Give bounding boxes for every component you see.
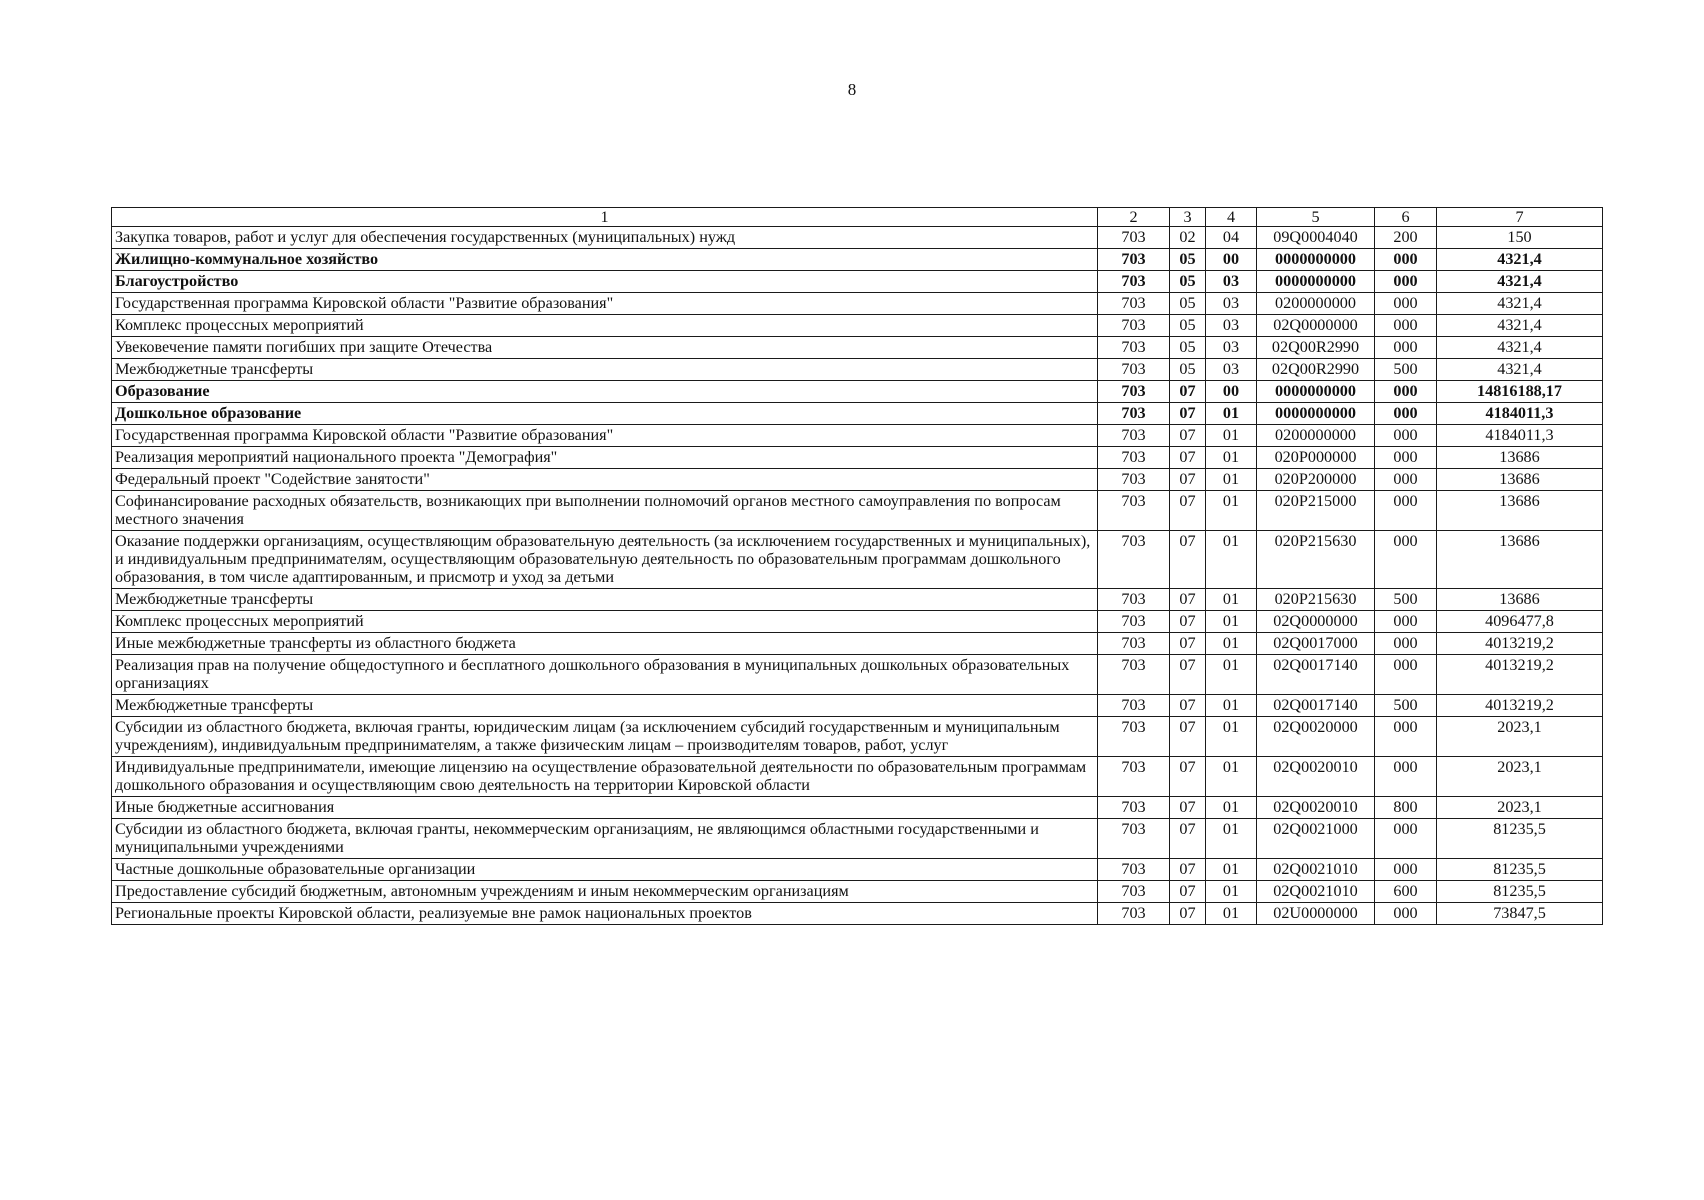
table-row [112,381,1603,403]
row-subsection-cell: 01 [1206,447,1257,469]
row-name-cell: Межбюджетные трансферты [112,359,1098,381]
row-target-article-cell: 020P000000 [1257,447,1375,469]
row-grbs-cell: 703 [1098,359,1170,381]
budget-table [111,207,1603,925]
row-amount-cell: 13686 [1437,447,1603,469]
row-amount-cell: 4321,4 [1437,359,1603,381]
row-target-article-cell: 02Q0020010 [1257,797,1375,819]
row-subsection-cell: 01 [1206,531,1257,589]
row-target-article-cell: 020P215000 [1257,491,1375,531]
row-amount-cell: 4321,4 [1437,337,1603,359]
row-target-article-cell: 02Q0017140 [1257,655,1375,695]
row-amount-cell: 13686 [1437,589,1603,611]
row-section-cell: 07 [1170,717,1206,757]
row-expense-type-cell: 000 [1375,611,1437,633]
row-expense-type-cell: 000 [1375,381,1437,403]
row-expense-type-cell: 000 [1375,531,1437,589]
row-grbs-cell: 703 [1098,447,1170,469]
table-row [112,717,1603,757]
row-amount-cell: 4321,4 [1437,249,1603,271]
row-subsection-cell: 03 [1206,337,1257,359]
row-amount-cell: 4321,4 [1437,315,1603,337]
row-section-cell: 07 [1170,381,1206,403]
row-target-article-cell: 0200000000 [1257,293,1375,315]
table-row [112,491,1603,531]
row-grbs-cell: 703 [1098,425,1170,447]
row-grbs-cell: 703 [1098,695,1170,717]
row-subsection-cell: 01 [1206,859,1257,881]
row-section-cell: 07 [1170,757,1206,797]
column-number-1: 1 [112,208,1098,227]
row-subsection-cell: 01 [1206,403,1257,425]
row-name-cell: Частные дошкольные образовательные организации [112,859,1098,881]
row-section-cell: 05 [1170,337,1206,359]
row-name-cell: Реализация прав на получение общедоступного и бесплатного дошкольного образования в муниципальных дошкольных образовательных организациях [112,655,1098,695]
table-row [112,695,1603,717]
row-name-cell: Субсидии из областного бюджета, включая гранты, юридическим лицам (за исключением субсидий государственным и муниципальным учреждениям), индивидуальным предпринимателям, а также физическим лицам – производителям товаров, работ, услуг [112,717,1098,757]
column-number-3: 3 [1170,208,1206,227]
row-section-cell: 05 [1170,293,1206,315]
row-name-cell: Региональные проекты Кировской области, реализуемые вне рамок национальных проектов [112,903,1098,925]
row-target-article-cell: 020P215630 [1257,589,1375,611]
budget-table-container [111,207,1602,925]
row-grbs-cell: 703 [1098,611,1170,633]
row-target-article-cell: 02Q0017140 [1257,695,1375,717]
table-row [112,403,1603,425]
table-row [112,757,1603,797]
table-row [112,227,1603,249]
row-subsection-cell: 01 [1206,695,1257,717]
row-target-article-cell: 02U0000000 [1257,903,1375,925]
row-section-cell: 07 [1170,589,1206,611]
row-grbs-cell: 703 [1098,757,1170,797]
row-grbs-cell: 703 [1098,797,1170,819]
row-name-cell: Жилищно-коммунальное хозяйство [112,249,1098,271]
row-grbs-cell: 703 [1098,903,1170,925]
row-section-cell: 07 [1170,797,1206,819]
row-target-article-cell: 02Q0017000 [1257,633,1375,655]
row-grbs-cell: 703 [1098,717,1170,757]
row-subsection-cell: 04 [1206,227,1257,249]
row-subsection-cell: 01 [1206,797,1257,819]
row-subsection-cell: 03 [1206,271,1257,293]
row-target-article-cell: 02Q0021000 [1257,819,1375,859]
row-expense-type-cell: 000 [1375,469,1437,491]
column-number-6: 6 [1375,208,1437,227]
table-row [112,271,1603,293]
row-expense-type-cell: 000 [1375,293,1437,315]
column-number-2: 2 [1098,208,1170,227]
row-target-article-cell: 0000000000 [1257,249,1375,271]
column-number-7: 7 [1437,208,1603,227]
row-target-article-cell: 0000000000 [1257,403,1375,425]
row-section-cell: 07 [1170,881,1206,903]
row-name-cell: Предоставление субсидий бюджетным, автономным учреждениям и иным некоммерческим организациям [112,881,1098,903]
row-amount-cell: 13686 [1437,531,1603,589]
row-name-cell: Комплекс процессных мероприятий [112,315,1098,337]
row-section-cell: 05 [1170,271,1206,293]
row-grbs-cell: 703 [1098,337,1170,359]
row-target-article-cell: 0000000000 [1257,271,1375,293]
row-expense-type-cell: 000 [1375,717,1437,757]
row-target-article-cell: 02Q0000000 [1257,315,1375,337]
row-subsection-cell: 03 [1206,359,1257,381]
row-target-article-cell: 02Q0020000 [1257,717,1375,757]
table-row [112,293,1603,315]
row-expense-type-cell: 500 [1375,589,1437,611]
row-subsection-cell: 01 [1206,655,1257,695]
row-section-cell: 07 [1170,655,1206,695]
row-name-cell: Образование [112,381,1098,403]
row-expense-type-cell: 200 [1375,227,1437,249]
row-amount-cell: 4013219,2 [1437,695,1603,717]
table-row [112,859,1603,881]
row-expense-type-cell: 000 [1375,491,1437,531]
row-grbs-cell: 703 [1098,293,1170,315]
row-amount-cell: 4013219,2 [1437,633,1603,655]
row-section-cell: 05 [1170,359,1206,381]
row-grbs-cell: 703 [1098,859,1170,881]
table-row [112,819,1603,859]
row-subsection-cell: 03 [1206,293,1257,315]
row-grbs-cell: 703 [1098,315,1170,337]
row-subsection-cell: 01 [1206,757,1257,797]
row-name-cell: Государственная программа Кировской области "Развитие образования" [112,293,1098,315]
table-row [112,655,1603,695]
row-section-cell: 07 [1170,633,1206,655]
row-grbs-cell: 703 [1098,227,1170,249]
row-target-article-cell: 02Q0020010 [1257,757,1375,797]
row-expense-type-cell: 000 [1375,249,1437,271]
row-expense-type-cell: 000 [1375,271,1437,293]
table-row [112,633,1603,655]
row-target-article-cell: 02Q0000000 [1257,611,1375,633]
row-section-cell: 05 [1170,249,1206,271]
table-row [112,447,1603,469]
row-subsection-cell: 01 [1206,589,1257,611]
row-amount-cell: 81235,5 [1437,881,1603,903]
row-name-cell: Субсидии из областного бюджета, включая гранты, некоммерческим организациям, не являющимся областными государственными и муниципальными учреждениями [112,819,1098,859]
row-amount-cell: 81235,5 [1437,859,1603,881]
row-expense-type-cell: 800 [1375,797,1437,819]
row-amount-cell: 81235,5 [1437,819,1603,859]
table-row [112,359,1603,381]
row-name-cell: Государственная программа Кировской области "Развитие образования" [112,425,1098,447]
row-amount-cell: 150 [1437,227,1603,249]
row-amount-cell: 4321,4 [1437,293,1603,315]
table-row [112,315,1603,337]
row-subsection-cell: 01 [1206,819,1257,859]
row-amount-cell: 4321,4 [1437,271,1603,293]
row-expense-type-cell: 000 [1375,315,1437,337]
row-expense-type-cell: 000 [1375,819,1437,859]
row-name-cell: Иные бюджетные ассигнования [112,797,1098,819]
column-number-5: 5 [1257,208,1375,227]
row-section-cell: 02 [1170,227,1206,249]
row-name-cell: Увековечение памяти погибших при защите Отечества [112,337,1098,359]
table-row [112,881,1603,903]
table-row [112,249,1603,271]
row-amount-cell: 14816188,17 [1437,381,1603,403]
row-subsection-cell: 01 [1206,903,1257,925]
row-target-article-cell: 0000000000 [1257,381,1375,403]
row-section-cell: 07 [1170,695,1206,717]
table-row [112,611,1603,633]
row-grbs-cell: 703 [1098,881,1170,903]
table-row [112,425,1603,447]
row-subsection-cell: 01 [1206,425,1257,447]
table-row [112,903,1603,925]
row-subsection-cell: 00 [1206,249,1257,271]
row-amount-cell: 13686 [1437,469,1603,491]
row-grbs-cell: 703 [1098,819,1170,859]
row-name-cell: Софинансирование расходных обязательств, возникающих при выполнении полномочий органов местного самоуправления по вопросам местного значения [112,491,1098,531]
row-name-cell: Федеральный проект "Содействие занятости" [112,469,1098,491]
row-grbs-cell: 703 [1098,491,1170,531]
row-target-article-cell: 02Q00R2990 [1257,337,1375,359]
row-amount-cell: 2023,1 [1437,717,1603,757]
row-amount-cell: 4184011,3 [1437,403,1603,425]
column-number-4: 4 [1206,208,1257,227]
row-grbs-cell: 703 [1098,531,1170,589]
row-subsection-cell: 01 [1206,611,1257,633]
row-amount-cell: 4184011,3 [1437,425,1603,447]
row-amount-cell: 4013219,2 [1437,655,1603,695]
table-row [112,469,1603,491]
row-expense-type-cell: 000 [1375,403,1437,425]
row-target-article-cell: 02Q0021010 [1257,859,1375,881]
row-subsection-cell: 01 [1206,491,1257,531]
row-target-article-cell: 020P215630 [1257,531,1375,589]
row-name-cell: Закупка товаров, работ и услуг для обеспечения государственных (муниципальных) нужд [112,227,1098,249]
row-name-cell: Межбюджетные трансферты [112,695,1098,717]
row-name-cell: Индивидуальные предприниматели, имеющие лицензию на осуществление образовательной деятельности по образовательным программам дошкольного образования и осуществляющим свою деятельность на территории Кировской области [112,757,1098,797]
table-row [112,589,1603,611]
row-grbs-cell: 703 [1098,403,1170,425]
row-grbs-cell: 703 [1098,655,1170,695]
row-name-cell: Иные межбюджетные трансферты из областного бюджета [112,633,1098,655]
row-subsection-cell: 03 [1206,315,1257,337]
table-row [112,531,1603,589]
row-expense-type-cell: 500 [1375,359,1437,381]
row-name-cell: Благоустройство [112,271,1098,293]
row-target-article-cell: 020P200000 [1257,469,1375,491]
row-subsection-cell: 01 [1206,633,1257,655]
row-name-cell: Реализация мероприятий национального проекта "Демография" [112,447,1098,469]
row-amount-cell: 73847,5 [1437,903,1603,925]
row-expense-type-cell: 000 [1375,903,1437,925]
row-expense-type-cell: 000 [1375,655,1437,695]
row-name-cell: Межбюджетные трансферты [112,589,1098,611]
row-name-cell: Оказание поддержки организациям, осуществляющим образовательную деятельность (за исключением государственных и муниципальных), и индивидуальным предпринимателям, осуществляющим образовательную деятельность по образовательным программам дошкольного образования, в том числе адаптированным, и присмотр и уход за детьми [112,531,1098,589]
row-grbs-cell: 703 [1098,469,1170,491]
table-row [112,797,1603,819]
row-amount-cell: 4096477,8 [1437,611,1603,633]
row-grbs-cell: 703 [1098,381,1170,403]
row-expense-type-cell: 000 [1375,447,1437,469]
row-grbs-cell: 703 [1098,589,1170,611]
row-expense-type-cell: 000 [1375,425,1437,447]
row-amount-cell: 13686 [1437,491,1603,531]
table-header-row [112,208,1603,227]
row-section-cell: 07 [1170,469,1206,491]
row-section-cell: 05 [1170,315,1206,337]
row-section-cell: 07 [1170,819,1206,859]
row-section-cell: 07 [1170,447,1206,469]
row-subsection-cell: 00 [1206,381,1257,403]
row-expense-type-cell: 000 [1375,633,1437,655]
row-subsection-cell: 01 [1206,469,1257,491]
row-expense-type-cell: 000 [1375,337,1437,359]
row-amount-cell: 2023,1 [1437,757,1603,797]
row-target-article-cell: 0200000000 [1257,425,1375,447]
row-expense-type-cell: 000 [1375,859,1437,881]
row-section-cell: 07 [1170,425,1206,447]
row-expense-type-cell: 000 [1375,757,1437,797]
row-grbs-cell: 703 [1098,271,1170,293]
row-section-cell: 07 [1170,491,1206,531]
row-section-cell: 07 [1170,903,1206,925]
row-target-article-cell: 02Q0021010 [1257,881,1375,903]
row-target-article-cell: 09Q0004040 [1257,227,1375,249]
row-section-cell: 07 [1170,403,1206,425]
row-grbs-cell: 703 [1098,633,1170,655]
row-subsection-cell: 01 [1206,881,1257,903]
row-grbs-cell: 703 [1098,249,1170,271]
table-row [112,337,1603,359]
row-section-cell: 07 [1170,531,1206,589]
row-section-cell: 07 [1170,611,1206,633]
row-amount-cell: 2023,1 [1437,797,1603,819]
row-subsection-cell: 01 [1206,717,1257,757]
row-name-cell: Дошкольное образование [112,403,1098,425]
row-name-cell: Комплекс процессных мероприятий [112,611,1098,633]
row-expense-type-cell: 600 [1375,881,1437,903]
page-number: 8 [847,80,857,99]
row-expense-type-cell: 500 [1375,695,1437,717]
budget-table-body [112,208,1603,925]
row-section-cell: 07 [1170,859,1206,881]
row-target-article-cell: 02Q00R2990 [1257,359,1375,381]
